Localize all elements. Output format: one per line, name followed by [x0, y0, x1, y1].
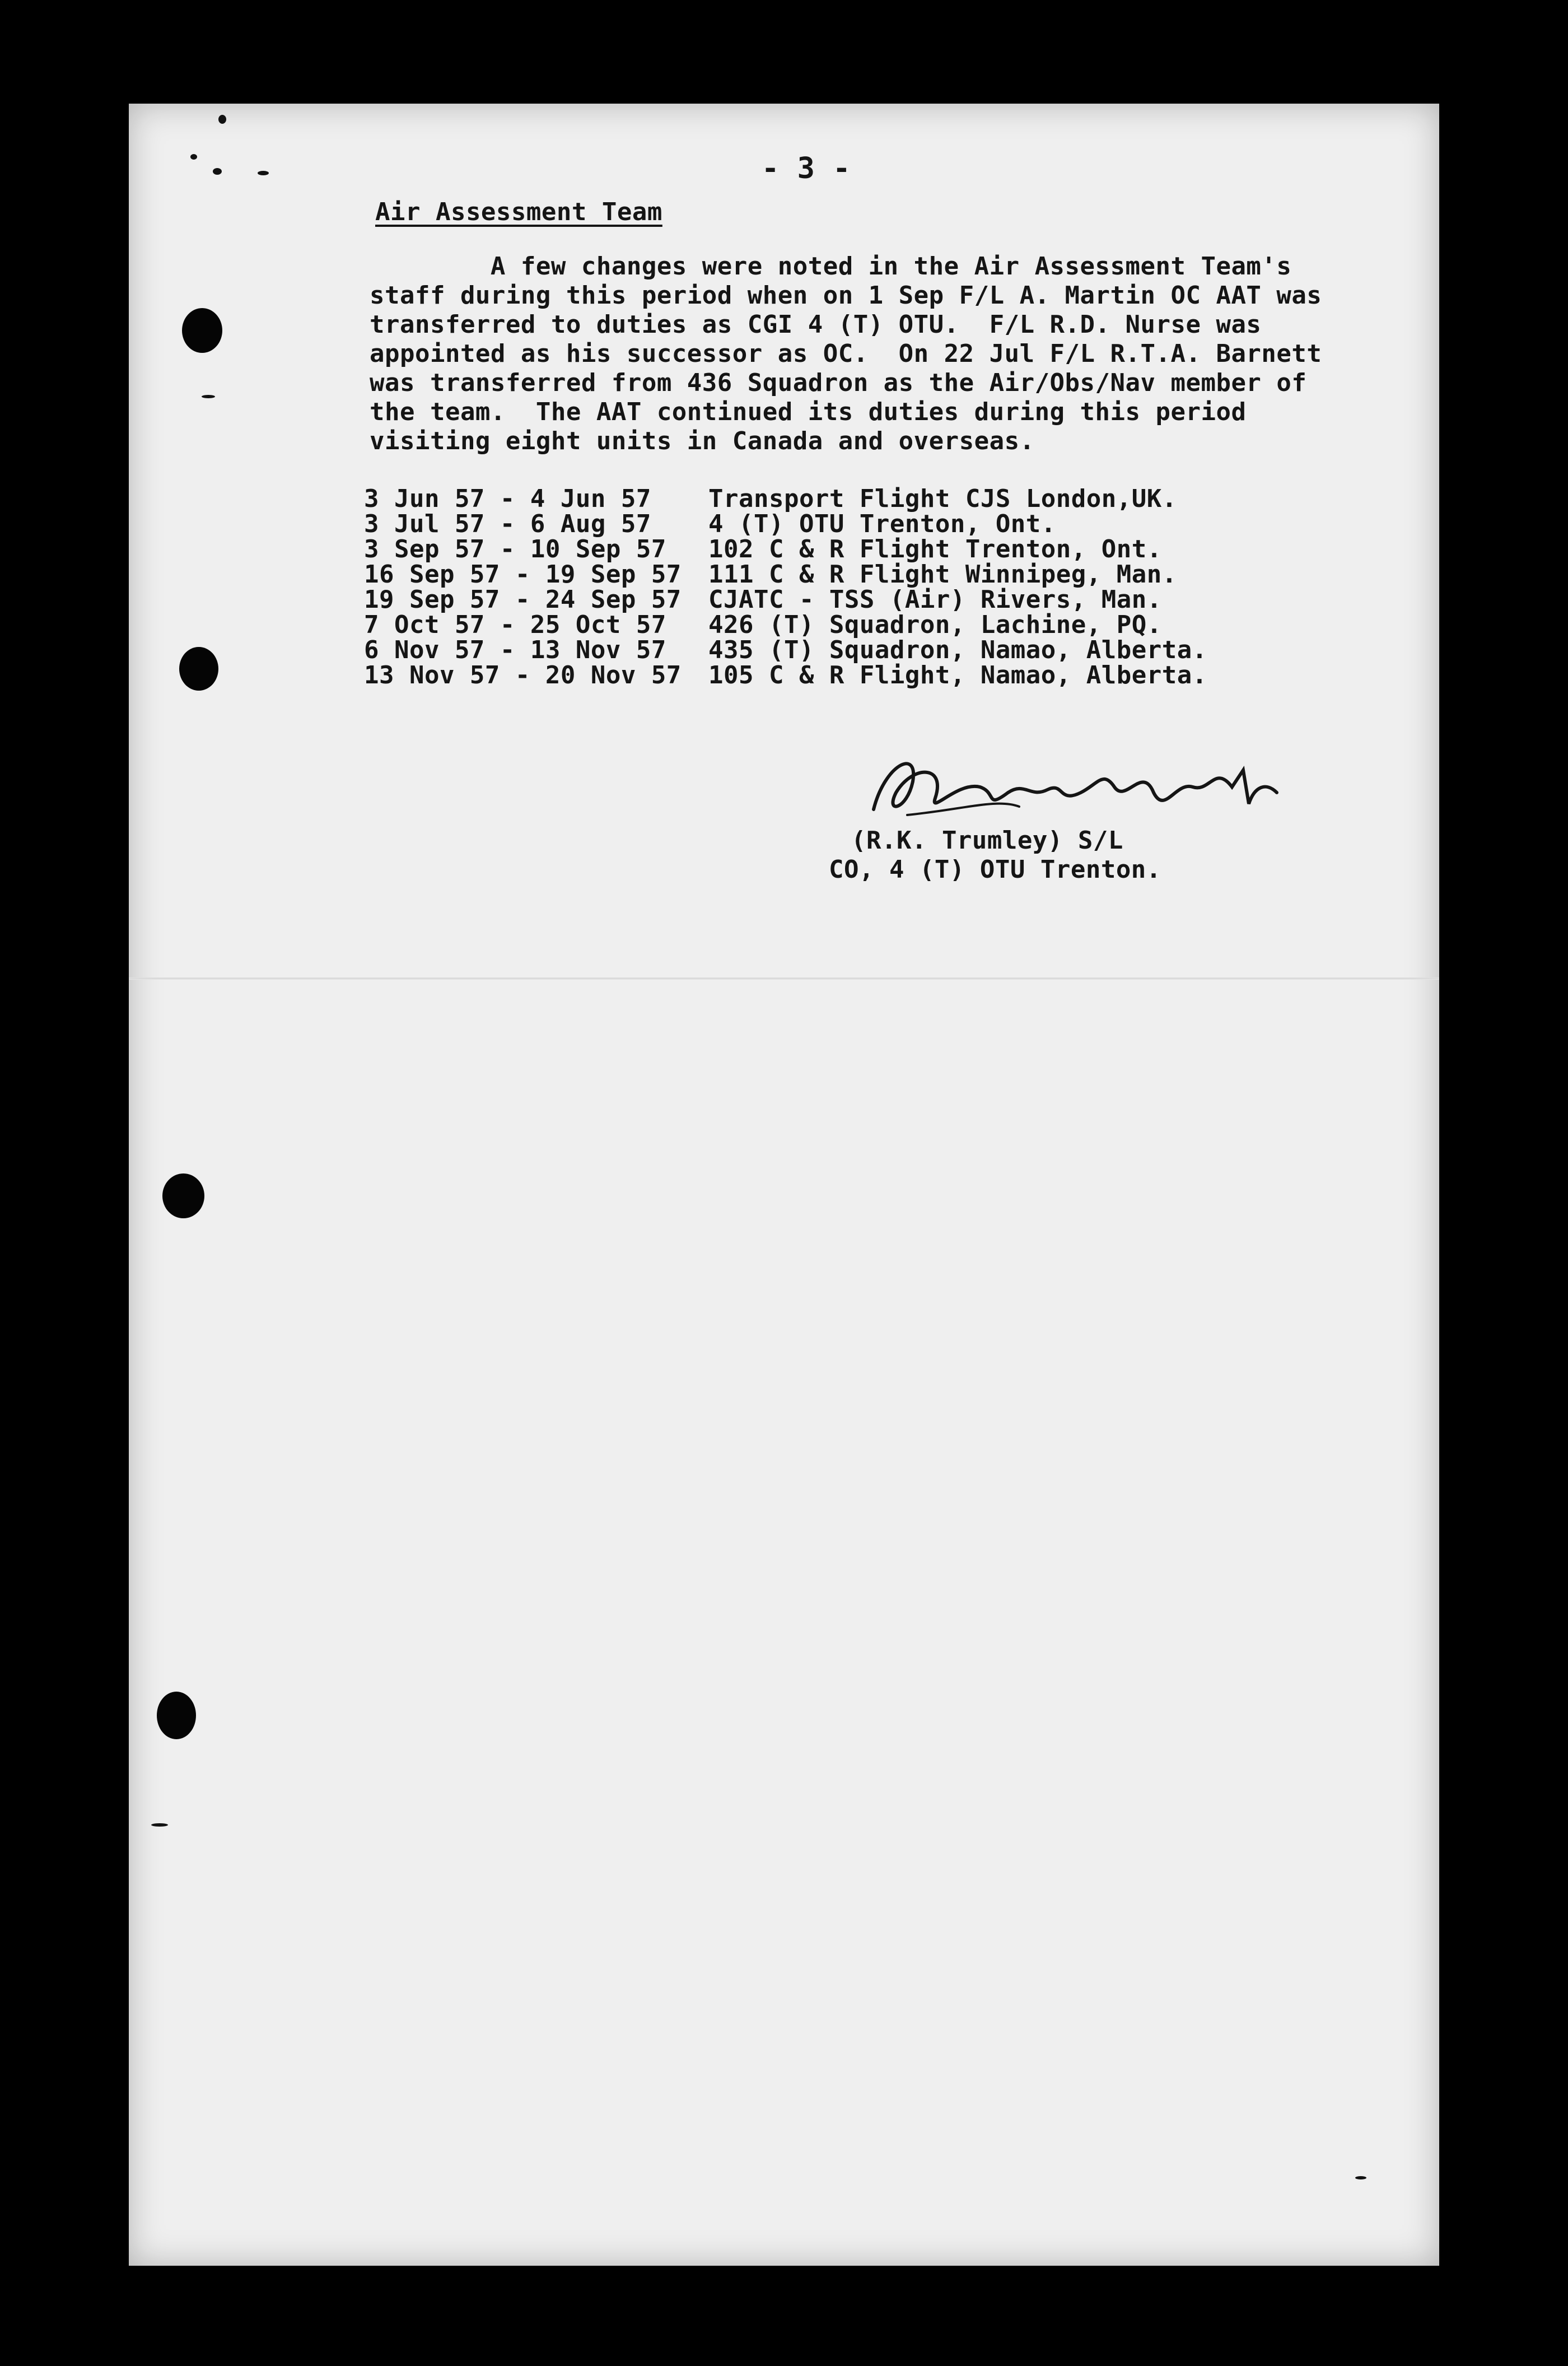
visit-unit: 102 C & R Flight Trenton, Ont. — [708, 535, 1162, 563]
scan-speck — [151, 1823, 168, 1827]
signature-flourish — [907, 804, 1019, 815]
signature-stroke — [874, 763, 1277, 809]
document-page — [129, 104, 1439, 2266]
visit-unit: 4 (T) OTU Trenton, Ont. — [708, 510, 1056, 538]
visit-dates: 3 Jul 57 - 6 Aug 57 — [364, 510, 651, 538]
scan-speck — [1355, 2176, 1366, 2179]
punch-hole — [162, 1173, 204, 1218]
scan-speck — [213, 168, 222, 175]
visit-unit: 105 C & R Flight, Namao, Alberta. — [708, 661, 1207, 690]
visit-dates: 16 Sep 57 - 19 Sep 57 — [364, 560, 682, 589]
visit-dates: 3 Jun 57 - 4 Jun 57 — [364, 485, 651, 513]
section-heading: Air Assessment Team — [375, 198, 662, 226]
punch-hole — [179, 647, 218, 691]
paragraph-line: was transferred from 436 Squadron as the Air/Obs/Nav member of — [370, 369, 1307, 397]
body-paragraph — [370, 252, 1322, 456]
paragraph-line: the team. The AAT continued its duties during this period — [370, 398, 1247, 426]
punch-hole — [157, 1692, 196, 1739]
paragraph-line: A few changes were noted in the Air Assessment Team's — [370, 252, 1292, 281]
paragraph-line: transferred to duties as CGI 4 (T) OTU. F/L R.D. Nurse was — [370, 310, 1262, 339]
paragraph-line: appointed as his successor as OC. On 22 Jul F/L R.T.A. Barnett — [370, 339, 1322, 368]
signatory-title: CO, 4 (T) OTU Trenton. — [829, 855, 1161, 884]
visit-dates: 3 Sep 57 - 10 Sep 57 — [364, 535, 666, 563]
page-fold-line — [129, 977, 1439, 980]
visit-dates: 7 Oct 57 - 25 Oct 57 — [364, 611, 666, 639]
scan-speck — [218, 115, 226, 124]
visit-unit: Transport Flight CJS London,UK. — [708, 485, 1177, 513]
signatory-name: (R.K. Trumley) S/L — [851, 826, 1123, 855]
paragraph-line: staff during this period when on 1 Sep F/L A. Martin OC AAT was — [370, 281, 1322, 310]
handwritten-signature — [851, 731, 1299, 832]
page-number: - 3 - — [762, 152, 851, 185]
visit-dates: 6 Nov 57 - 13 Nov 57 — [364, 636, 666, 664]
scan-speck — [258, 171, 269, 175]
visit-unit: CJATC - TSS (Air) Rivers, Man. — [708, 585, 1162, 614]
visit-unit: 435 (T) Squadron, Namao, Alberta. — [708, 636, 1207, 664]
visit-unit: 426 (T) Squadron, Lachine, PQ. — [708, 611, 1162, 639]
paragraph-line: visiting eight units in Canada and overseas. — [370, 427, 1035, 455]
visit-dates: 13 Nov 57 - 20 Nov 57 — [364, 661, 682, 690]
scan-speck — [202, 395, 215, 398]
visit-unit: 111 C & R Flight Winnipeg, Man. — [708, 560, 1177, 589]
scan-speck — [190, 154, 197, 160]
punch-hole — [182, 308, 222, 353]
visit-dates: 19 Sep 57 - 24 Sep 57 — [364, 585, 682, 614]
